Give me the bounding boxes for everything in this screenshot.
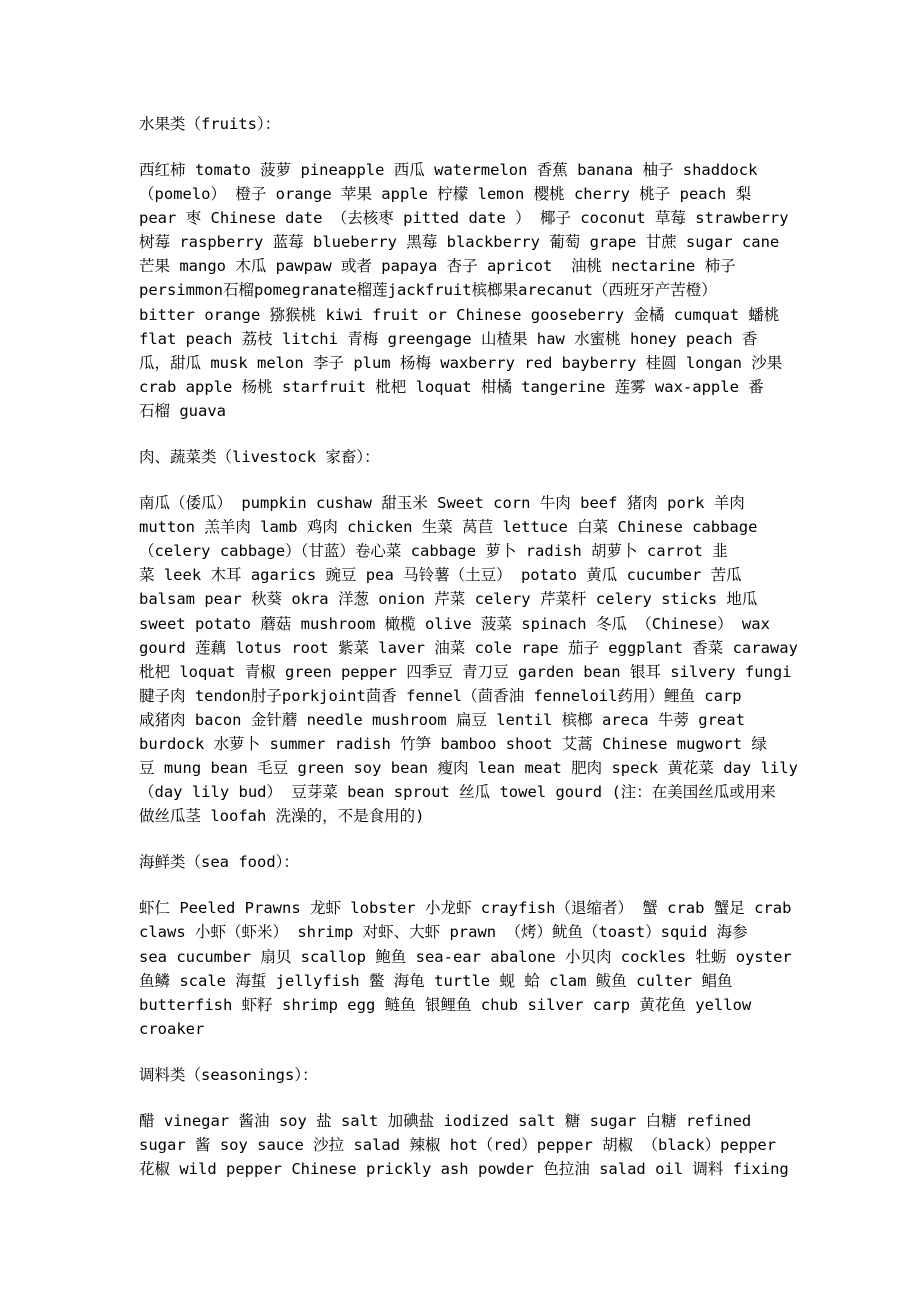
section-body-seafood <box>139 896 829 1041</box>
text-line: crab apple 杨桃 starfruit 枇杷 loquat 柑橘 tangerine 莲雾 wax-apple 番 <box>139 377 764 396</box>
spacer <box>139 874 829 896</box>
text-line: croaker <box>139 1019 205 1038</box>
section-heading-meat-vegetables: 肉、蔬菜类（livestock 家畜）： <box>139 448 380 467</box>
text-line: 鱼鳞 scale 海蜇 jellyfish 鳖 海龟 turtle 蚬 蛤 clam 鲅鱼 culter 鲳鱼 <box>139 971 733 990</box>
spacer <box>139 469 829 491</box>
text-line: 树莓 raspberry 蓝莓 blueberry 黑莓 blackberry 葡萄 grape 甘蔗 sugar cane <box>139 233 780 252</box>
text-line: claws 小虾（虾米） shrimp 对虾、大虾 prawn （烤）鱿鱼（toast）squid 海参 <box>139 923 748 942</box>
section-heading-fruits: 水果类（fruits）： <box>139 115 281 133</box>
text-line: 石榴 guava <box>139 401 226 420</box>
text-line: 腱子肉 tendon肘子porkjoint茴香 fennel（茴香油 fenneloil药用）鲤鱼 carp <box>139 686 742 705</box>
text-line: 花椒 wild pepper Chinese prickly ash powder 色拉油 salad oil 调料 fixing <box>139 1160 789 1179</box>
text-line: mutton 羔羊肉 lamb 鸡肉 chicken 生菜 莴苣 lettuce 白菜 Chinese cabbage <box>139 518 758 537</box>
text-line: 瓜，甜瓜 musk melon 李子 plum 杨梅 waxberry red bayberry 桂圆 longan 沙果 <box>139 353 783 372</box>
text-line: 豆 mung bean 毛豆 green soy bean 瘦肉 lean meat 肥肉 speck 黄花菜 day lily <box>139 759 798 778</box>
text-line: 西红柿 tomato 菠萝 pineapple 西瓜 watermelon 香蕉 banana 柚子 shaddock <box>139 161 758 179</box>
text-line: （day lily bud） 豆芽菜 bean sprout 丝瓜 towel gourd (注：在美国丝瓜或用来 <box>139 783 776 802</box>
text-line: burdock 水萝卜 summer radish 竹笋 bamboo shoot 艾蒿 Chinese mugwort 绿 <box>139 734 767 753</box>
spacer <box>139 1041 829 1063</box>
text-line: sweet potato 蘑菇 mushroom 橄榄 olive 菠菜 spinach 冬瓜 （Chinese） wax <box>139 614 770 633</box>
text-line: flat peach 荔枝 litchi 青梅 greengage 山楂果 haw 水蜜桃 honey peach 香 <box>139 329 758 348</box>
spacer <box>139 423 829 445</box>
text-line: 菜 leek 木耳 agarics 豌豆 pea 马铃薯（土豆） potato 黄瓜 cucumber 苦瓜 <box>139 566 742 585</box>
section-heading-seafood: 海鲜类（sea food）： <box>139 853 299 872</box>
text-line: 醋 vinegar 酱油 soy 盐 salt 加碘盐 iodized salt 糖 sugar 白糖 refined <box>139 1111 752 1130</box>
text-line: bitter orange 猕猴桃 kiwi fruit or Chinese gooseberry 金橘 cumquat 蟠桃 <box>139 305 780 324</box>
text-line: persimmon石榴pomegranate榴莲jackfruit槟榔果arecanut（西班牙产苦橙） <box>139 281 717 300</box>
text-line: pear 枣 Chinese date （去核枣 pitted date ） 椰子 coconut 草莓 strawberry <box>139 209 789 228</box>
text-line: gourd 莲藕 lotus root 紫菜 laver 油菜 cole rape 茄子 eggplant 香菜 caraway <box>139 638 798 657</box>
text-line: balsam pear 秋葵 okra 洋葱 onion 芹菜 celery 芹菜杆 celery sticks 地瓜 <box>139 590 758 609</box>
text-line: 虾仁 Peeled Prawns 龙虾 lobster 小龙虾 crayfish（退缩者） 蟹 crab 蟹足 crab <box>139 899 792 918</box>
text-line: 南瓜（倭瓜） pumpkin cushaw 甜玉米 Sweet corn 牛肉 beef 猪肉 pork 羊肉 <box>139 494 745 513</box>
text-line: 咸猪肉 bacon 金针蘑 needle mushroom 扁豆 lentil 槟榔 areca 牛蒡 great <box>139 710 745 729</box>
text-line: 枇杷 loquat 青椒 green pepper 四季豆 青刀豆 garden bean 银耳 silvery fungi <box>139 662 792 681</box>
spacer <box>139 136 829 158</box>
text-line: 做丝瓜茎 loofah 洗澡的，不是食用的) <box>139 807 425 826</box>
text-line: butterfish 虾籽 shrimp egg 鲢鱼 银鲤鱼 chub silver carp 黄花鱼 yellow <box>139 995 752 1014</box>
text-line: （celery cabbage）（甘蓝）卷心菜 cabbage 萝卜 radish 胡萝卜 carrot 韭 <box>139 542 728 561</box>
text-line: sea cucumber 扇贝 scallop 鲍鱼 sea-ear abalone 小贝肉 cockles 牡蛎 oyster <box>139 947 792 966</box>
section-body-fruits <box>139 158 829 423</box>
text-line: sugar 酱 soy sauce 沙拉 salad 辣椒 hot（red）pepper 胡椒 （black）pepper <box>139 1136 777 1154</box>
text-line: （pomelo） 橙子 orange 苹果 apple 柠檬 lemon 樱桃 cherry 桃子 peach 梨 <box>139 185 752 204</box>
section-body-seasonings <box>139 1109 829 1181</box>
section-body-meat-vegetables <box>139 491 829 828</box>
section-heading-seasonings: 调料类（seasonings）： <box>139 1065 318 1084</box>
document-page <box>139 112 829 1181</box>
text-line: 芒果 mango 木瓜 pawpaw 或者 papaya 杏子 apricot 油桃 nectarine 柿子 <box>139 257 736 276</box>
spacer <box>139 1087 829 1109</box>
spacer <box>139 828 829 850</box>
